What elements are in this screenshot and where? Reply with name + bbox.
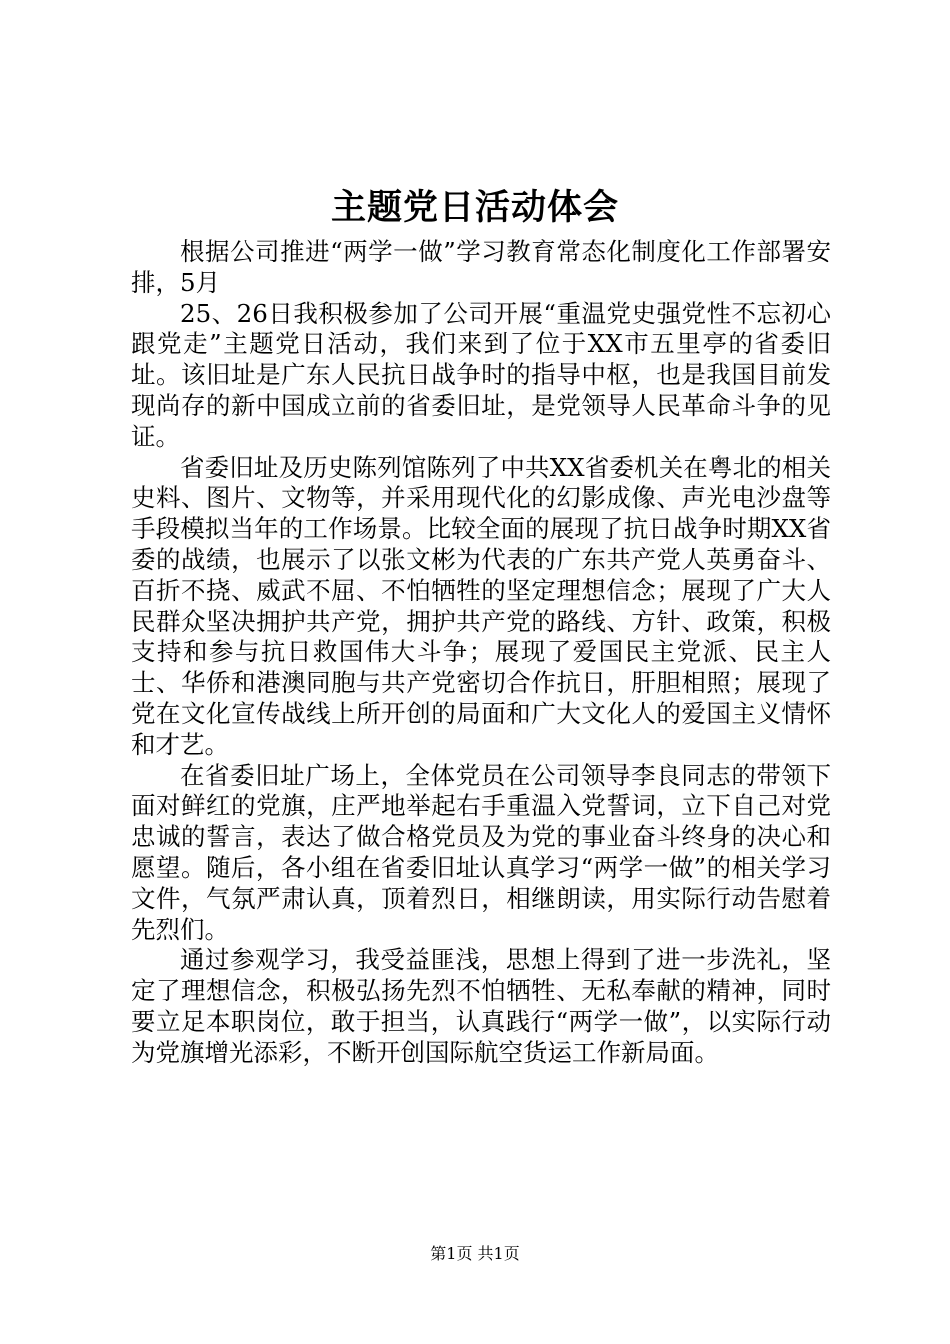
paragraph: 通过参观学习，我受益匪浅，思想上得到了进一步洗礼，坚定了理想信念，积极弘扬先烈不怕牺牲、无私奉献的精神，同时要立足本职岗位，敢于担当，认真践行“两学一做”，以实际行动为党旗增光添彩，不断开创国际航空货运工作新局面。	[131, 945, 831, 1067]
paragraph: 在省委旧址广场上，全体党员在公司领导李良同志的带领下面对鲜红的党旗，庄严地举起右手重温入党誓词，立下自己对党忠诚的誓言，表达了做合格党员及为党的事业奋斗终身的决心和愿望。随后，各小组在省委旧址认真学习“两学一做”的相关学习文件，气氛严肃认真，顶着烈日，相继朗读，用实际行动告慰着先烈们。	[131, 760, 831, 944]
paragraph: 根据公司推进“两学一做”学习教育常态化制度化工作部署安排，5月	[131, 237, 831, 297]
document-body	[131, 237, 831, 1069]
document-title: 主题党日活动体会	[330, 187, 619, 228]
page-footer: 第1页 共1页	[430, 1244, 520, 1263]
paragraph: 省委旧址及历史陈列馆陈列了中共XX省委机关在粤北的相关史料、图片、文物等，并采用现代化的幻影成像、声光电沙盘等手段模拟当年的工作场景。比较全面的展现了抗日战争时期XX省委的战绩，也展示了以张文彬为代表的广东共产党人英勇奋斗、百折不挠、威武不屈、不怕牺牲的坚定理想信念；展现了广大人民群众坚决拥护共产党，拥护共产党的路线、方针、政策，积极支持和参与抗日救国伟大斗争；展现了爱国民主党派、民主人士、华侨和港澳同胞与共产党密切合作抗日，肝胆相照；展现了党在文化宣传战线上所开创的局面和广大文化人的爱国主义情怀和才艺。	[131, 452, 831, 759]
paragraph: 25、26日我积极参加了公司开展“重温党史强党性不忘初心跟党走”主题党日活动，我们来到了位于XX市五里亭的省委旧址。该旧址是广东人民抗日战争时的指导中枢，也是我国目前发现尚存的新中国成立前的省委旧址，是党领导人民革命斗争的见证。	[131, 298, 831, 451]
